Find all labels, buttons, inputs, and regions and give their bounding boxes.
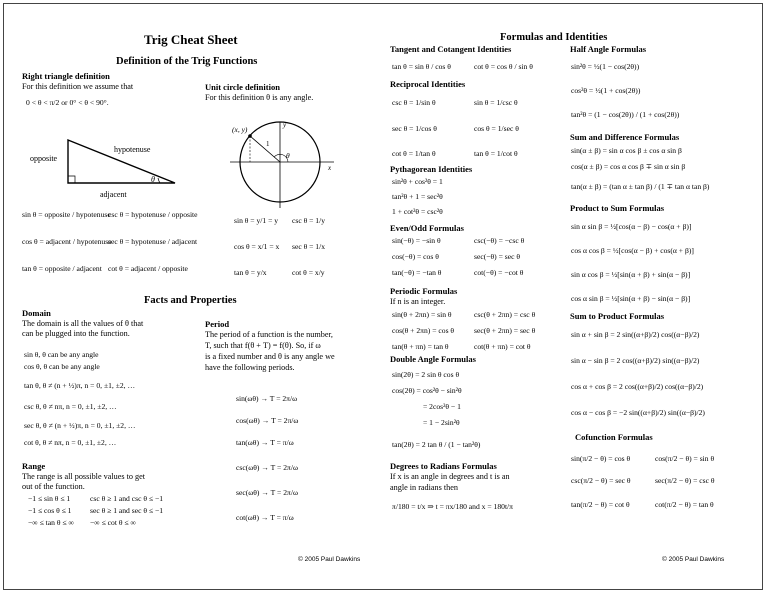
period-tan: tan(ωθ) → T = π/ω <box>236 438 294 447</box>
right-triangle-heading: Right triangle definition <box>22 71 110 81</box>
per-sin: sin(θ + 2πn) = sin θ <box>392 310 452 319</box>
half-tan: tan²θ = (1 − cos(2θ)) / (1 + cos(2θ)) <box>571 110 680 119</box>
definitions-heading: Definition of the Trig Functions <box>116 56 258 67</box>
range-cot: −∞ ≤ cot θ ≤ ∞ <box>90 518 136 527</box>
right-triangle-text: For this definition we assume that <box>22 82 134 91</box>
domain-text-2: can be plugged into the function. <box>22 329 130 338</box>
tangent-heading: Tangent and Cotangent Identities <box>390 44 512 54</box>
per-cot: cot(θ + πn) = cot θ <box>474 342 531 351</box>
pyth-3: 1 + cot²θ = csc²θ <box>392 207 443 216</box>
sumprod-2: sin α − sin β = 2 cos((α+β)/2) sin((α−β)/2) <box>571 356 700 365</box>
recip-cos: cos θ = 1/sec θ <box>474 124 519 133</box>
tangent-cot: cot θ = cos θ / sin θ <box>474 62 533 71</box>
right-triangle-condition: 0 < θ < π/2 or 0° < θ < 90°. <box>26 98 109 107</box>
def-cos: cos θ = adjacent / hypotenuse <box>22 237 112 246</box>
period-sec: sec(ωθ) → T = 2π/ω <box>236 488 298 497</box>
degrad-text-1: If x is an angle in degrees and t is an <box>390 472 510 481</box>
double-tan: tan(2θ) = 2 tan θ / (1 − tan²θ) <box>392 440 481 449</box>
reciprocal-heading: Reciprocal Identities <box>390 79 466 89</box>
half-sin: sin²θ = ½(1 − cos(2θ)) <box>571 62 640 71</box>
facts-heading: Facts and Properties <box>144 295 237 306</box>
label-theta: θ <box>151 175 155 184</box>
recip-csc: csc θ = 1/sin θ <box>392 98 436 107</box>
range-heading: Range <box>22 461 46 471</box>
uc-sec: sec θ = 1/x <box>292 242 326 251</box>
page-title: Trig Cheat Sheet <box>144 32 238 47</box>
uc-csc: csc θ = 1/y <box>292 216 326 225</box>
cofn-csc: csc(π/2 − θ) = sec θ <box>571 476 631 485</box>
tangent-tan: tan θ = sin θ / cos θ <box>392 62 451 71</box>
cofn-cos: cos(π/2 − θ) = sin θ <box>655 454 715 463</box>
def-sin: sin θ = opposite / hypotenuse <box>22 210 111 219</box>
def-tan: tan θ = opposite / adjacent <box>22 264 102 273</box>
recip-sec: sec θ = 1/cos θ <box>392 124 437 133</box>
domain-cos: cos θ, θ can be any angle <box>24 362 100 371</box>
sumprod-3: cos α + cos β = 2 cos((α+β)/2) cos((α−β)/2) <box>571 382 704 391</box>
degrad-text-2: angle in radians then <box>390 483 458 492</box>
periodic-text: If n is an integer. <box>390 297 446 306</box>
cofn-sin: sin(π/2 − θ) = cos θ <box>571 454 631 463</box>
unit-circle-text: For this definition θ is any angle. <box>205 93 314 102</box>
def-csc: csc θ = hypotenuse / opposite <box>108 210 198 219</box>
period-text-4: have the following periods. <box>205 363 295 372</box>
double-cos: cos(2θ) = cos²θ − sin²θ <box>392 386 462 395</box>
label-adjacent: adjacent <box>100 190 127 199</box>
copyright-left: © 2005 Paul Dawkins <box>298 556 361 563</box>
cofn-cot: cot(π/2 − θ) = tan θ <box>655 500 714 509</box>
domain-cot: cot θ, θ ≠ nπ, n = 0, ±1, ±2, … <box>24 438 117 447</box>
domain-csc: csc θ, θ ≠ nπ, n = 0, ±1, ±2, … <box>24 402 117 411</box>
uc-cos: cos θ = x/1 = x <box>234 242 280 251</box>
eo-cot: cot(−θ) = −cot θ <box>474 268 524 277</box>
period-cot: cot(ωθ) → T = π/ω <box>236 513 294 522</box>
period-text-2: T, such that f(θ + T) = f(θ). So, if ω <box>205 341 321 350</box>
range-text-1: The range is all possible values to get <box>22 472 146 481</box>
domain-tan: tan θ, θ ≠ (n + ½)π, n = 0, ±1, ±2, … <box>24 381 136 390</box>
eo-sin: sin(−θ) = −sin θ <box>392 236 441 245</box>
domain-sec: sec θ, θ ≠ (n + ½)π, n = 0, ±1, ±2, … <box>24 421 136 430</box>
cofunction-heading: Cofunction Formulas <box>575 432 653 442</box>
pythagorean-heading: Pythagorean Identities <box>390 164 473 174</box>
double-sin: sin(2θ) = 2 sin θ cos θ <box>392 370 460 379</box>
domain-heading: Domain <box>22 308 51 318</box>
half-heading: Half Angle Formulas <box>570 44 647 54</box>
degrad-formula: π/180 = t/x ⇒ t = πx/180 and x = 180t/π <box>392 502 513 511</box>
eo-csc: csc(−θ) = −csc θ <box>474 236 525 245</box>
sumdiff-tan: tan(α ± β) = (tan α ± tan β) / (1 ∓ tan α tan β) <box>571 182 710 191</box>
uc-tan: tan θ = y/x <box>234 268 267 277</box>
recip-tan: tan θ = 1/cot θ <box>474 149 518 158</box>
range-csc: csc θ ≥ 1 and csc θ ≤ −1 <box>90 494 164 503</box>
eo-cos: cos(−θ) = cos θ <box>392 252 439 261</box>
periodic-heading: Periodic Formulas <box>390 286 458 296</box>
sumdiff-cos: cos(α ± β) = cos α cos β ∓ sin α sin β <box>571 162 686 171</box>
prodsum-3: sin α cos β = ½[sin(α + β) + sin(α − β)] <box>571 270 691 279</box>
pyth-2: tan²θ + 1 = sec²θ <box>392 192 443 201</box>
eo-tan: tan(−θ) = −tan θ <box>392 268 442 277</box>
period-cos: cos(ωθ) → T = 2π/ω <box>236 416 299 425</box>
range-sec: sec θ ≥ 1 and sec θ ≤ −1 <box>90 506 164 515</box>
cofn-sec: sec(π/2 − θ) = csc θ <box>655 476 715 485</box>
range-cos: −1 ≤ cos θ ≤ 1 <box>28 506 72 515</box>
label-hypotenuse: hypotenuse <box>114 145 151 154</box>
sumprod-1: sin α + sin β = 2 sin((α+β)/2) cos((α−β)/2) <box>571 330 700 339</box>
prodsum-2: cos α cos β = ½[cos(α − β) + cos(α + β)] <box>571 246 694 255</box>
unit-circle-heading: Unit circle definition <box>205 82 280 92</box>
double-cos-2: = 2cos²θ − 1 <box>423 402 461 411</box>
recip-cot: cot θ = 1/tan θ <box>392 149 436 158</box>
uc-cot: cot θ = x/y <box>292 268 325 277</box>
label-y-axis: y <box>283 121 287 129</box>
prodsum-1: sin α sin β = ½[cos(α − β) − cos(α + β)] <box>571 222 692 231</box>
label-angle: θ <box>286 151 290 160</box>
copyright-right: © 2005 Paul Dawkins <box>662 556 725 563</box>
prodsum-heading: Product to Sum Formulas <box>570 203 665 213</box>
uc-sin: sin θ = y/1 = y <box>234 216 279 225</box>
period-text-3: is a fixed number and θ is any angle we <box>205 352 335 361</box>
label-point: (x, y) <box>232 125 248 134</box>
range-tan: −∞ ≤ tan θ ≤ ∞ <box>28 518 74 527</box>
period-sin: sin(ωθ) → T = 2π/ω <box>236 394 298 403</box>
period-csc: csc(ωθ) → T = 2π/ω <box>236 463 298 472</box>
sumdiff-sin: sin(α ± β) = sin α cos β ± cos α sin β <box>571 146 682 155</box>
label-radius: 1 <box>266 140 270 148</box>
unit-circle-diagram <box>228 118 338 210</box>
right-triangle-diagram <box>20 128 190 200</box>
cofn-tan: tan(π/2 − θ) = cot θ <box>571 500 630 509</box>
double-cos-3: = 1 − 2sin²θ <box>423 418 460 427</box>
evenodd-heading: Even/Odd Formulas <box>390 223 464 233</box>
domain-sin: sin θ, θ can be any angle <box>24 350 99 359</box>
per-tan: tan(θ + πn) = tan θ <box>392 342 449 351</box>
eo-sec: sec(−θ) = sec θ <box>474 252 520 261</box>
recip-sin: sin θ = 1/csc θ <box>474 98 518 107</box>
prodsum-4: cos α sin β = ½[sin(α + β) − sin(α − β)] <box>571 294 691 303</box>
double-heading: Double Angle Formulas <box>390 354 476 364</box>
sumprod-heading: Sum to Product Formulas <box>570 311 665 321</box>
domain-text-1: The domain is all the values of θ that <box>22 319 144 328</box>
range-sin: −1 ≤ sin θ ≤ 1 <box>28 494 71 503</box>
degrad-heading: Degrees to Radians Formulas <box>390 461 497 471</box>
pyth-1: sin²θ + cos²θ = 1 <box>392 177 443 186</box>
def-sec: sec θ = hypotenuse / adjacent <box>108 237 198 246</box>
per-cos: cos(θ + 2πn) = cos θ <box>392 326 455 335</box>
label-opposite: opposite <box>30 154 58 163</box>
per-csc: csc(θ + 2πn) = csc θ <box>474 310 536 319</box>
per-sec: sec(θ + 2πn) = sec θ <box>474 326 536 335</box>
half-cos: cos²θ = ½(1 + cos(2θ)) <box>571 86 641 95</box>
sumdiff-heading: Sum and Difference Formulas <box>570 132 680 142</box>
range-text-2: out of the function. <box>22 482 85 491</box>
label-x-axis: x <box>328 164 332 172</box>
period-text-1: The period of a function is the number, <box>205 330 333 339</box>
def-cot: cot θ = adjacent / opposite <box>108 264 188 273</box>
sumprod-4: cos α − cos β = −2 sin((α+β)/2) sin((α−β)/2) <box>571 408 705 417</box>
formulas-heading: Formulas and Identities <box>500 32 608 43</box>
period-heading: Period <box>205 319 230 329</box>
